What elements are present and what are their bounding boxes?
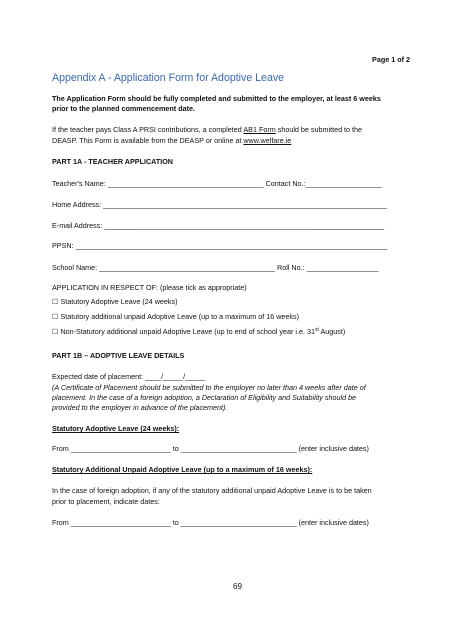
home-address-field[interactable]: Home Address: _______________________________________________________________________ — [52, 200, 387, 209]
deasp-text: DEASP. This Form is available from the DEASP or online at — [52, 136, 244, 145]
ppsn-field[interactable]: PPSN: ______________________________________________________________________________ — [52, 241, 388, 250]
page-title: Appendix A - Application Form for Adoptive Leave — [52, 72, 285, 84]
option-non-statutory-sup: st — [314, 327, 319, 333]
certificate-note-line-3: provided to the employer in advance of the placement). — [52, 403, 228, 412]
expected-date-field[interactable]: Expected date of placement: ____/_____/_____ — [52, 372, 206, 381]
page-number: 69 — [233, 582, 242, 591]
ab1-form-link[interactable]: AB1 Form — [243, 125, 276, 134]
school-name-field[interactable]: School Name: ____________________________________________ Roll No.: __________________ — [52, 263, 379, 272]
additional-dates-field[interactable]: From _________________________ to _____________________________ (enter inclusive dates) — [52, 518, 369, 527]
welfare-link[interactable]: www.welfare.ie — [243, 136, 292, 145]
option-additional-unpaid-leave[interactable]: ☐ Statutory additional unpaid Adoptive Leave (up to a maximum of 16 weeks) — [52, 312, 299, 321]
application-in-respect-of: APPLICATION IN RESPECT OF: (please tick as appropriate) — [52, 283, 247, 292]
foreign-adoption-note-line-2: prior to placement, indicate dates: — [52, 497, 160, 506]
prsi-note-text: If the teacher pays Class A PRSI contributions, a completed — [52, 125, 244, 134]
certificate-note-line-1: (A Certificate of Placement should be submitted to the employer no later than 4 weeks after date of — [52, 383, 366, 392]
additional-leave-heading: Statutory Additional Unpaid Adoptive Leave (up to a maximum of 16 weeks): — [52, 465, 313, 474]
intro-bold-line-1: The Application Form should be fully completed and submitted to the employer, at least 6 weeks — [52, 94, 381, 103]
prsi-note-line-2 — [52, 136, 291, 145]
prsi-note-text-end: should be submitted to the — [275, 125, 363, 134]
prsi-note-line-1 — [52, 125, 362, 134]
option-non-statutory-text: ☐ Non-Statutory additional unpaid Adoptive Leave (up to end of school year i.e. 31 — [52, 327, 315, 336]
statutory-dates-field[interactable]: From _________________________ to _____________________________ (enter inclusive dates) — [52, 444, 369, 453]
intro-bold-line-2: prior to the planned commencement date. — [52, 104, 195, 113]
certificate-note-line-2: placement. In the case of a foreign adoption, a Declaration of Eligibility and Suitability should be — [52, 393, 357, 402]
option-non-statutory-leave[interactable] — [52, 327, 345, 336]
option-statutory-leave[interactable]: ☐ Statutory Adoptive Leave (24 weeks) — [52, 297, 178, 306]
page-indicator: Page 1 of 2 — [372, 55, 410, 64]
part-1a-heading: PART 1A - TEACHER APPLICATION — [52, 157, 173, 166]
statutory-leave-heading: Statutory Adoptive Leave (24 weeks): — [52, 424, 180, 433]
option-non-statutory-end: August) — [318, 327, 346, 336]
part-1b-heading: PART 1B – ADOPTIVE LEAVE DETAILS — [52, 351, 185, 360]
email-address-field[interactable]: E-mail Address: ______________________________________________________________________ — [52, 221, 385, 230]
foreign-adoption-note-line-1: In the case of foreign adoption, if any of the statutory additional unpaid Adoptive Leave is to be taken — [52, 486, 372, 495]
teacher-name-field[interactable]: Teacher's Name: _______________________________________ Contact No.:___________________ — [52, 179, 382, 188]
